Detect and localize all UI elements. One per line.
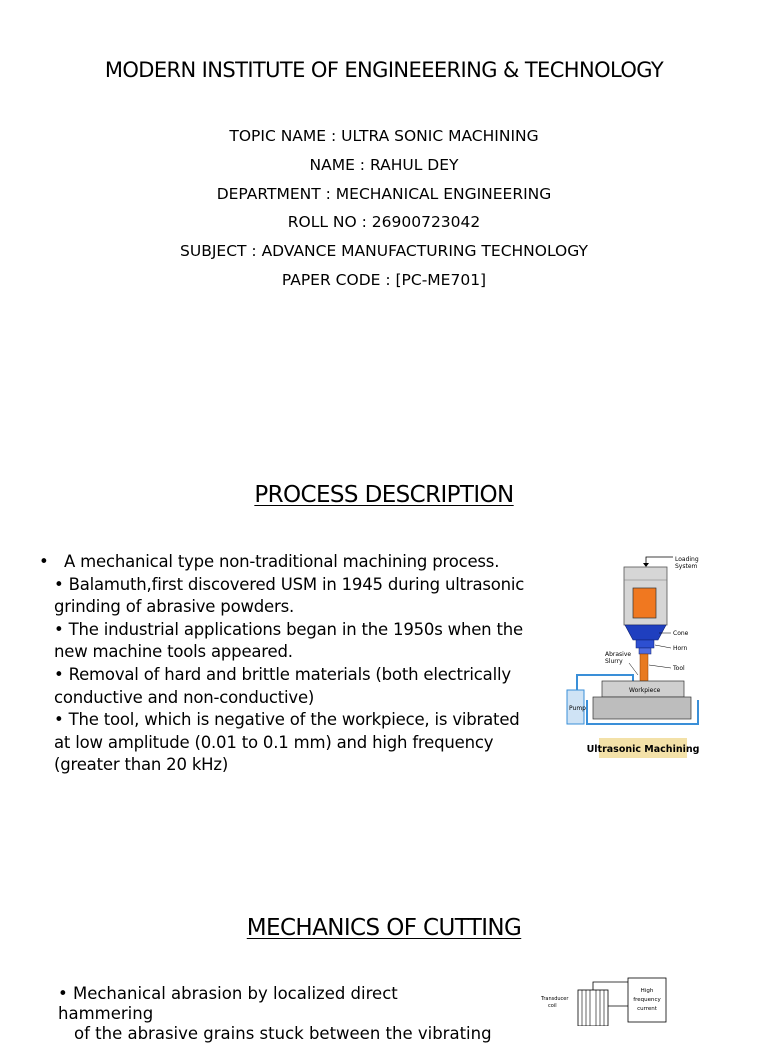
- cone: [625, 625, 666, 640]
- tool-label: Tool: [673, 665, 685, 672]
- process-line: grinding of abrasive powders.: [54, 597, 295, 617]
- loading-arrow-head: [643, 563, 649, 567]
- tool: [640, 654, 648, 681]
- topic-name: TOPIC NAME : ULTRA SONIC MACHINING: [229, 127, 539, 145]
- process-first-bullet: [39, 551, 559, 574]
- bullet-symbol: •: [39, 552, 49, 571]
- process-description-heading: PROCESS DESCRIPTION: [254, 482, 514, 508]
- roll-no: ROLL NO : 26900723042: [287, 213, 481, 232]
- process-line: (greater than 20 kHz): [54, 755, 229, 775]
- process-line: at low amplitude (0.01 to 0.1 mm) and high frequency: [54, 732, 494, 752]
- figure-caption: Ultrasonic Machining: [586, 744, 700, 755]
- horn-label: Horn: [673, 645, 688, 652]
- transducer-core: [633, 588, 656, 618]
- student-name: NAME : RAHUL DEY: [309, 155, 459, 174]
- coil-core: [578, 990, 608, 1026]
- pump-label: Pump: [569, 705, 586, 712]
- ultrasonic-machining-diagram: [563, 550, 718, 765]
- workpiece-label: Workpiece: [629, 687, 661, 694]
- process-line-first: A mechanical type non-traditional machining process.: [64, 552, 500, 571]
- process-line: conductive and non-conductive): [54, 687, 315, 707]
- work-table: [593, 697, 691, 719]
- department: DEPARTMENT : MECHANICAL ENGINEERING: [216, 184, 552, 203]
- loading-system-label: Loading System: [675, 556, 699, 570]
- process-line: new machine tools appeared.: [54, 642, 293, 662]
- institute-title: MODERN INSTITUTE OF ENGINEEERING & TECHNOLOGY: [104, 58, 664, 82]
- loading-arrow: [646, 557, 673, 565]
- horn: [636, 640, 654, 648]
- process-line: • Balamuth,first discovered USM in 1945 during ultrasonic: [54, 574, 525, 594]
- info-block: [0, 122, 768, 295]
- mechanics-line: of the abrasive grains stuck between the vibrating: [74, 1024, 492, 1043]
- mechanics-heading: MECHANICS OF CUTTING: [246, 915, 522, 941]
- process-bullet-list: [39, 551, 559, 777]
- process-line: • The tool, which is negative of the workpiece, is vibrated: [54, 710, 520, 730]
- mechanics-line: • Mechanical abrasion by localized direct hammering: [58, 984, 398, 1023]
- subject: SUBJECT : ADVANCE MANUFACTURING TECHNOLOGY: [180, 242, 588, 261]
- horn-tip: [639, 648, 651, 654]
- process-line: • Removal of hard and brittle materials (both electrically: [54, 664, 511, 684]
- hf-current-label: High frequency current: [633, 988, 661, 1012]
- process-line: • The industrial applications began in the 1950s when the: [54, 619, 523, 639]
- cutting-mechanics-diagram: [538, 976, 670, 1026]
- transducer-coil-label: Transducer coil: [541, 996, 569, 1009]
- abrasive-slurry-label: Abrasive Slurry: [605, 651, 632, 665]
- paper-code: PAPER CODE : [PC-ME701]: [281, 270, 487, 289]
- cone-label: Cone: [673, 630, 689, 637]
- mechanics-bullet-list: [58, 984, 498, 1044]
